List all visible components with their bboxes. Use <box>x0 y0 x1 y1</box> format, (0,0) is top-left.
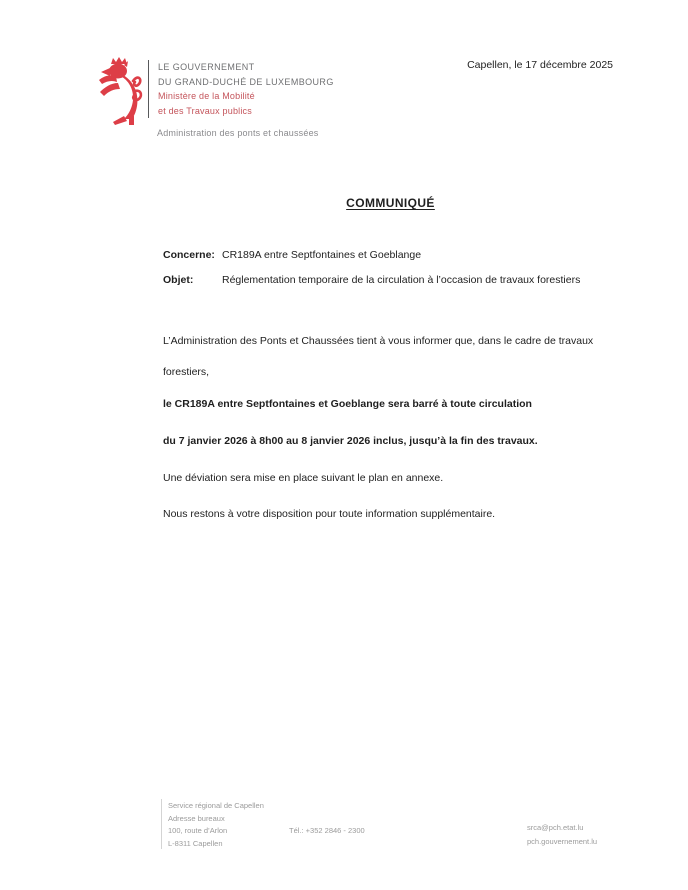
paragraph-intro: L’Administration des Ponts et Chaussées tient à vous informer que, dans le cadre de travaux forestiers, <box>163 335 594 378</box>
footer-phone: Tél.: +352 2846 - 2300 <box>289 826 365 835</box>
paragraph-dates: du 7 janvier 2026 à 8h00 au 8 janvier 2026 inclus, jusqu’à la fin des travaux. <box>163 435 538 447</box>
footer-office-line1: Service régional de Capellen <box>168 801 264 810</box>
luxembourg-lion-icon <box>97 57 143 125</box>
administration-name: Administration des ponts et chaussées <box>157 128 319 138</box>
paragraph-deviation: Une déviation sera mise en place suivant le plan en annexe. <box>163 472 444 484</box>
government-line2: DU GRAND-DUCHÉ DE LUXEMBOURG <box>158 76 334 87</box>
objet-label: Objet: <box>163 274 194 286</box>
footer-email: srca@pch.etat.lu <box>527 823 584 832</box>
date-line: Capellen, le 17 décembre 2025 <box>467 59 613 71</box>
footer-website: pch.gouvernement.lu <box>527 837 598 846</box>
footer-office-address <box>168 800 264 850</box>
footer-office-line3: 100, route d’Arlon <box>168 826 228 835</box>
concerne-value: CR189A entre Septfontaines et Goeblange <box>222 249 422 261</box>
page-title: COMMUNIQUÉ <box>346 196 435 210</box>
footer-office-line2: Adresse bureaux <box>168 813 225 823</box>
ministry-line1: Ministère de la Mobilité <box>158 91 255 101</box>
paragraph-road-closed: le CR189A entre Septfontaines et Goeblange sera barré à toute circulation <box>163 398 532 410</box>
footer-rule <box>161 799 162 849</box>
footer-links <box>527 821 597 849</box>
meta-block <box>163 249 633 287</box>
objet-value: Réglementation temporaire de la circulation à l’occasion de travaux forestiers <box>222 274 581 286</box>
footer-office-line4: L-8311 Capellen <box>168 838 223 848</box>
paragraph-contact: Nous restons à votre disposition pour toute information supplémentaire. <box>163 508 496 520</box>
ministry-line2: et des Travaux publics <box>158 105 252 116</box>
concerne-label: Concerne: <box>163 249 215 261</box>
logo-divider <box>148 60 149 118</box>
government-line1: LE GOUVERNEMENT <box>158 62 255 72</box>
